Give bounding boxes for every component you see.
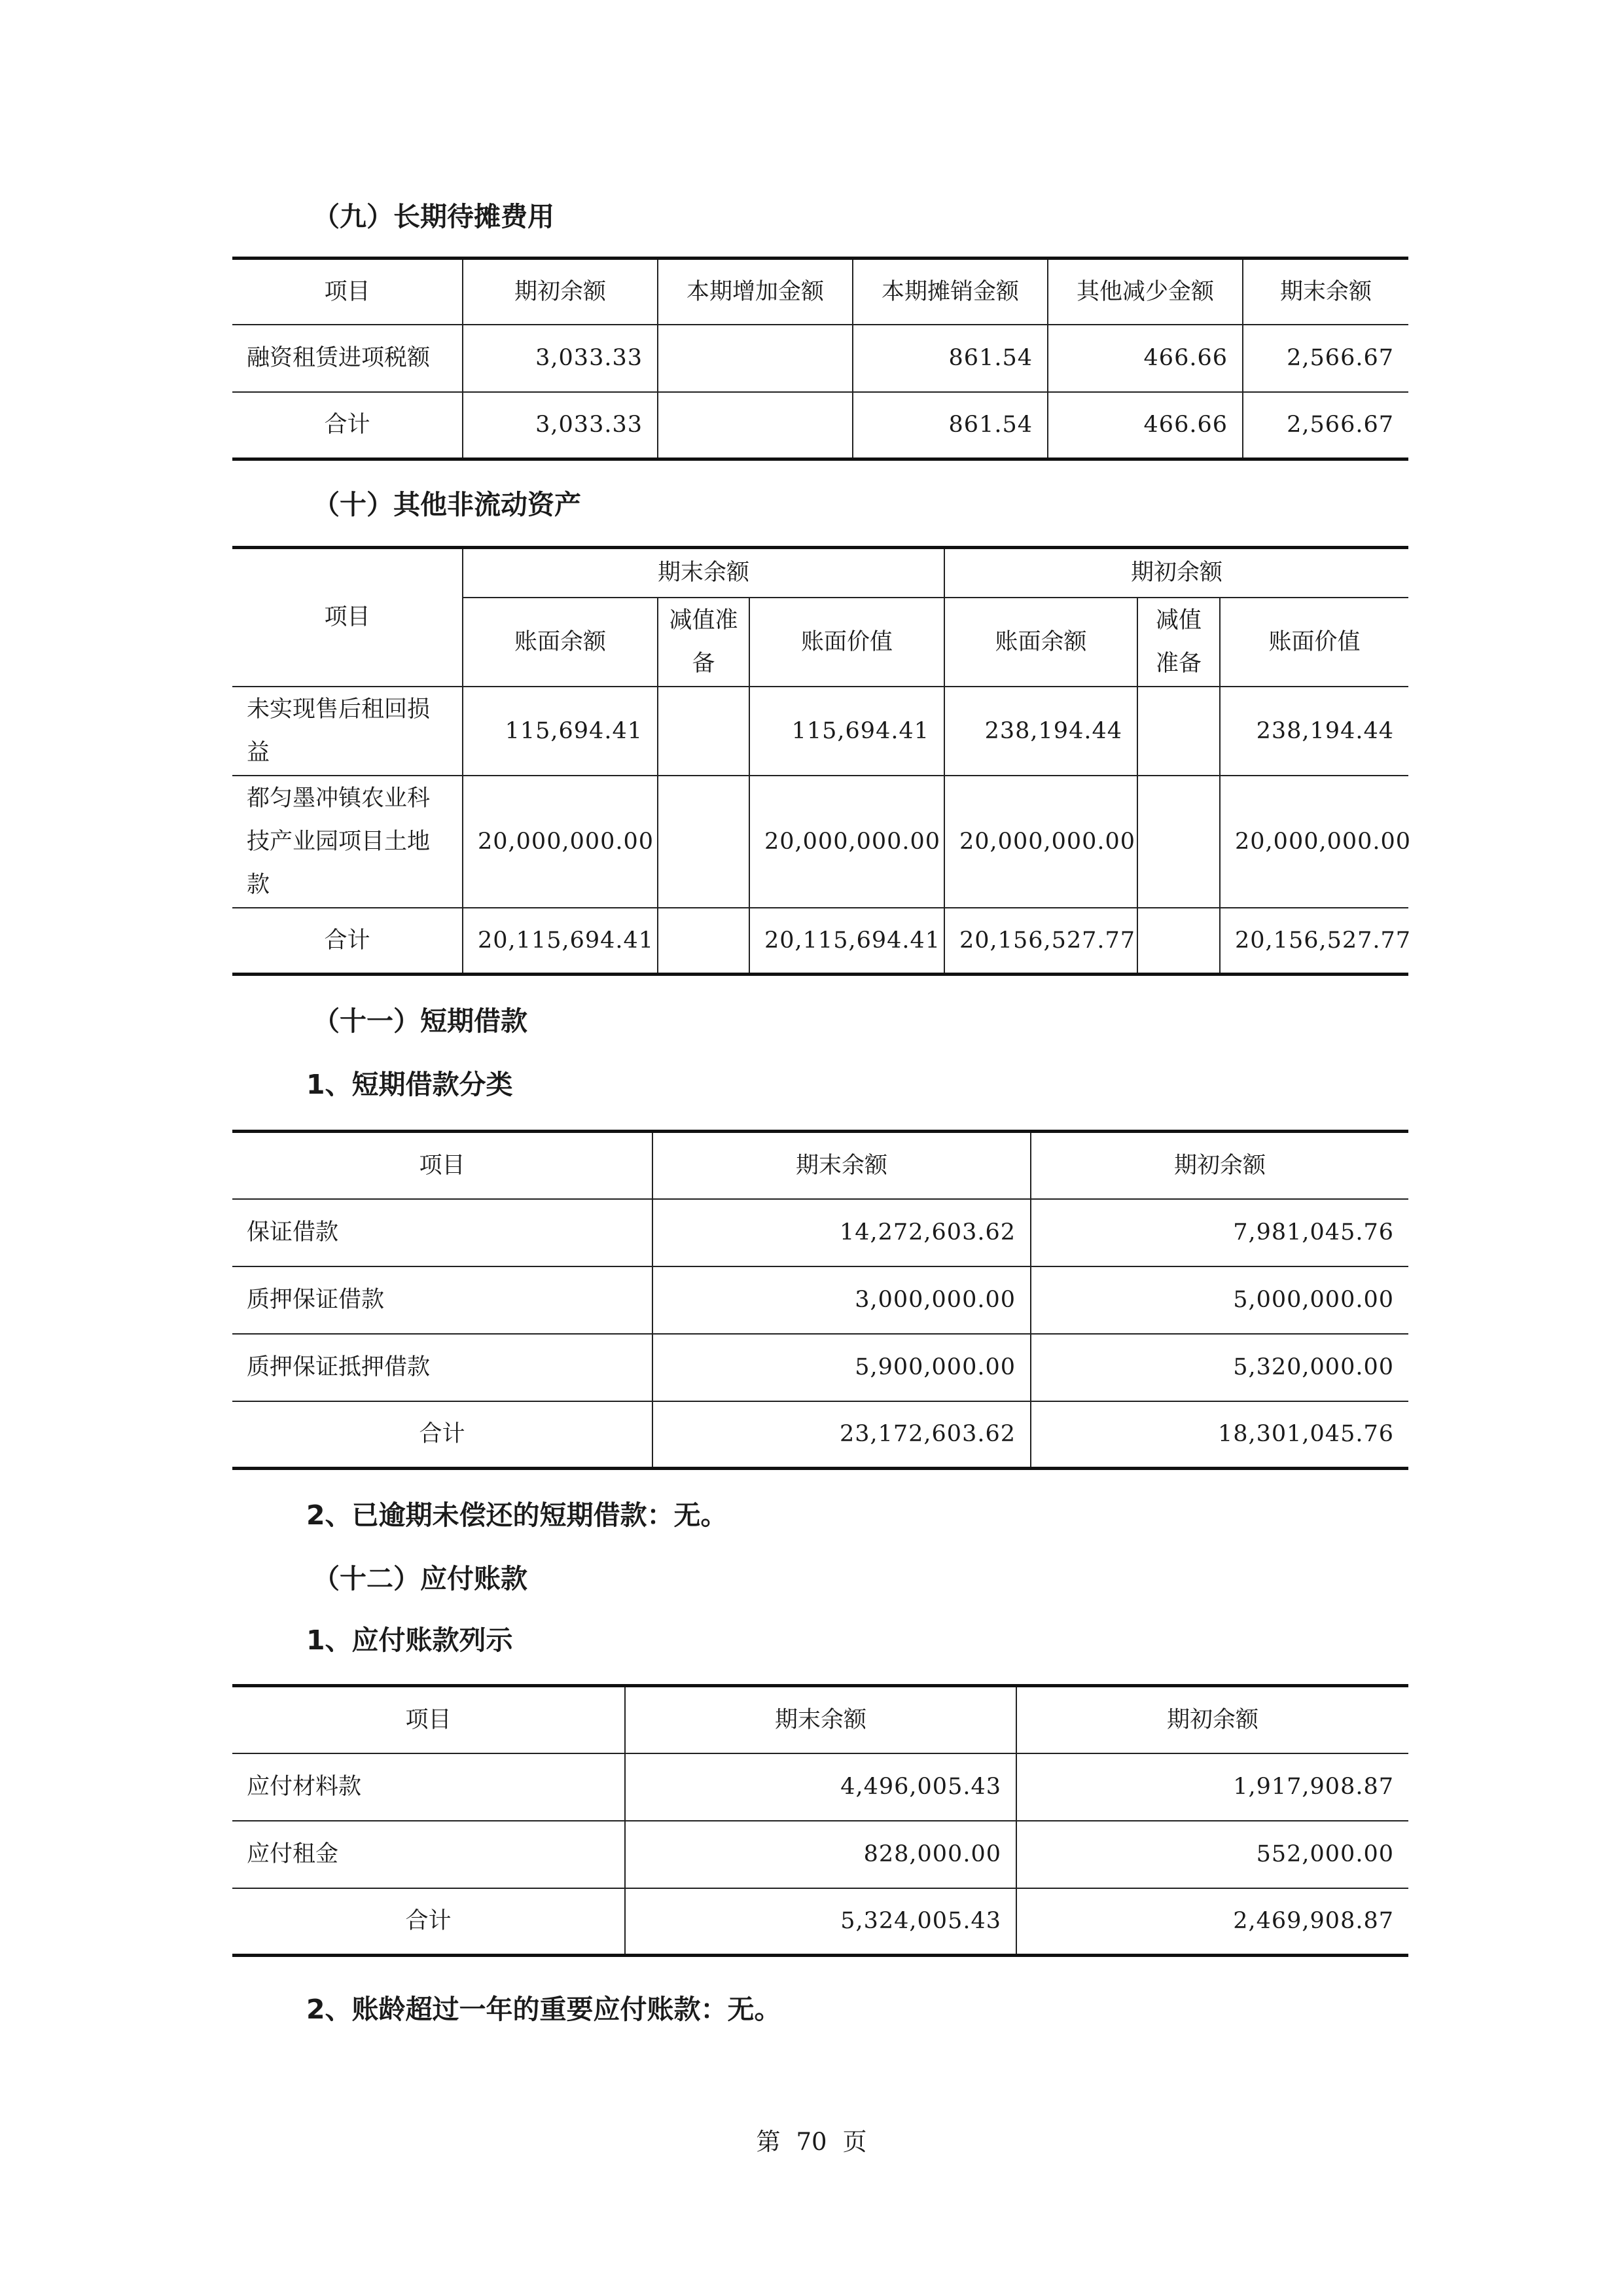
header-cell: 项目 xyxy=(232,548,463,687)
section-11-subtitle-1: 1、短期借款分类 xyxy=(306,1069,513,1100)
table-row xyxy=(232,392,1408,459)
long-term-deferred-expenses-table xyxy=(232,257,1408,461)
page-number: 70 xyxy=(796,2128,827,2156)
value-cell xyxy=(658,392,853,459)
table-row xyxy=(232,1888,1408,1956)
section-12-subtitle-2: 2、账龄超过一年的重要应付账款：无。 xyxy=(306,1994,781,2025)
item-cell: 质押保证抵押借款 xyxy=(232,1334,652,1401)
header-cell: 其他减少金额 xyxy=(1048,259,1243,325)
header-cell: 项目 xyxy=(232,1686,625,1753)
section-9-title: （九）长期待摊费用 xyxy=(313,201,554,232)
header-cell: 项目 xyxy=(232,1132,652,1199)
value-cell: 5,324,005.43 xyxy=(625,1888,1016,1956)
value-cell: 14,272,603.62 xyxy=(652,1199,1031,1266)
value-cell: 861.54 xyxy=(853,325,1048,392)
value-cell: 115,694.41 xyxy=(463,687,658,776)
value-cell: 828,000.00 xyxy=(625,1821,1016,1888)
value-cell: 4,496,005.43 xyxy=(625,1753,1016,1821)
value-cell: 238,194.44 xyxy=(944,687,1137,776)
item-cell: 都匀墨冲镇农业科技产业园项目土地款 xyxy=(232,776,463,908)
section-11-subtitle-2: 2、已逾期未偿还的短期借款：无。 xyxy=(306,1499,728,1531)
table-row xyxy=(232,1334,1408,1401)
value-cell: 20,156,527.77 xyxy=(1220,908,1408,975)
accounts-payable-table xyxy=(232,1684,1408,1957)
value-cell: 18,301,045.76 xyxy=(1031,1401,1408,1469)
page-label-prefix: 第 xyxy=(756,2128,781,2156)
header-cell: 账面余额 xyxy=(463,598,658,687)
page-label-suffix: 页 xyxy=(842,2128,867,2156)
value-cell: 552,000.00 xyxy=(1016,1821,1408,1888)
value-cell: 20,115,694.41 xyxy=(749,908,944,975)
item-cell: 保证借款 xyxy=(232,1199,652,1266)
value-cell xyxy=(658,776,749,908)
value-cell: 3,033.33 xyxy=(463,325,658,392)
value-cell: 7,981,045.76 xyxy=(1031,1199,1408,1266)
value-cell: 20,000,000.00 xyxy=(944,776,1137,908)
header-cell: 账面价值 xyxy=(749,598,944,687)
value-cell: 5,320,000.00 xyxy=(1031,1334,1408,1401)
group-header-begin: 期初余额 xyxy=(944,548,1408,598)
value-cell: 5,900,000.00 xyxy=(652,1334,1031,1401)
value-cell: 1,917,908.87 xyxy=(1016,1753,1408,1821)
short-term-loans-table xyxy=(232,1130,1408,1470)
value-cell: 238,194.44 xyxy=(1220,687,1408,776)
header-cell: 账面价值 xyxy=(1220,598,1408,687)
value-cell: 2,469,908.87 xyxy=(1016,1888,1408,1956)
section-11-title: （十一）短期借款 xyxy=(313,1005,527,1037)
item-cell: 合计 xyxy=(232,392,463,459)
item-cell: 合计 xyxy=(232,1888,625,1956)
header-cell: 减值准备 xyxy=(1137,598,1220,687)
section-12-title: （十二）应付账款 xyxy=(313,1563,527,1594)
section-10-title: （十）其他非流动资产 xyxy=(313,489,581,520)
table-row xyxy=(232,1266,1408,1334)
header-cell: 本期摊销金额 xyxy=(853,259,1048,325)
header-cell: 项目 xyxy=(232,259,463,325)
item-cell: 应付材料款 xyxy=(232,1753,625,1821)
table-row xyxy=(232,1401,1408,1469)
header-cell: 期初余额 xyxy=(463,259,658,325)
header-cell: 期末余额 xyxy=(625,1686,1016,1753)
value-cell: 466.66 xyxy=(1048,392,1243,459)
value-cell: 20,000,000.00 xyxy=(1220,776,1408,908)
header-cell: 期末余额 xyxy=(1243,259,1408,325)
table-row xyxy=(232,1821,1408,1888)
value-cell: 20,000,000.00 xyxy=(749,776,944,908)
section-12-subtitle-1: 1、应付账款列示 xyxy=(306,1624,513,1656)
table-row xyxy=(232,1199,1408,1266)
item-cell: 质押保证借款 xyxy=(232,1266,652,1334)
value-cell: 20,156,527.77 xyxy=(944,908,1137,975)
group-header-end: 期末余额 xyxy=(463,548,944,598)
value-cell: 20,000,000.00 xyxy=(463,776,658,908)
value-cell: 3,000,000.00 xyxy=(652,1266,1031,1334)
item-cell: 应付租金 xyxy=(232,1821,625,1888)
header-cell: 期末余额 xyxy=(652,1132,1031,1199)
header-cell: 本期增加金额 xyxy=(658,259,853,325)
header-cell: 账面余额 xyxy=(944,598,1137,687)
table-row xyxy=(232,325,1408,392)
value-cell: 861.54 xyxy=(853,392,1048,459)
value-cell: 23,172,603.62 xyxy=(652,1401,1031,1469)
item-cell: 合计 xyxy=(232,908,463,975)
table-row xyxy=(232,776,1408,908)
value-cell: 3,033.33 xyxy=(463,392,658,459)
item-cell: 未实现售后租回损益 xyxy=(232,687,463,776)
value-cell xyxy=(1137,776,1220,908)
header-cell: 减值准备 xyxy=(658,598,749,687)
header-cell: 期初余额 xyxy=(1016,1686,1408,1753)
value-cell xyxy=(1137,908,1220,975)
value-cell: 2,566.67 xyxy=(1243,325,1408,392)
value-cell xyxy=(1137,687,1220,776)
value-cell xyxy=(658,687,749,776)
value-cell: 5,000,000.00 xyxy=(1031,1266,1408,1334)
item-cell: 融资租赁进项税额 xyxy=(232,325,463,392)
value-cell: 115,694.41 xyxy=(749,687,944,776)
header-cell: 期初余额 xyxy=(1031,1132,1408,1199)
value-cell: 2,566.67 xyxy=(1243,392,1408,459)
table-row xyxy=(232,1753,1408,1821)
other-non-current-assets-table xyxy=(232,546,1412,976)
item-cell: 合计 xyxy=(232,1401,652,1469)
page-footer xyxy=(0,2122,1623,2157)
value-cell: 466.66 xyxy=(1048,325,1243,392)
value-cell: 20,115,694.41 xyxy=(463,908,658,975)
table-row xyxy=(232,908,1408,975)
table-row xyxy=(232,687,1408,776)
value-cell xyxy=(658,325,853,392)
value-cell xyxy=(658,908,749,975)
